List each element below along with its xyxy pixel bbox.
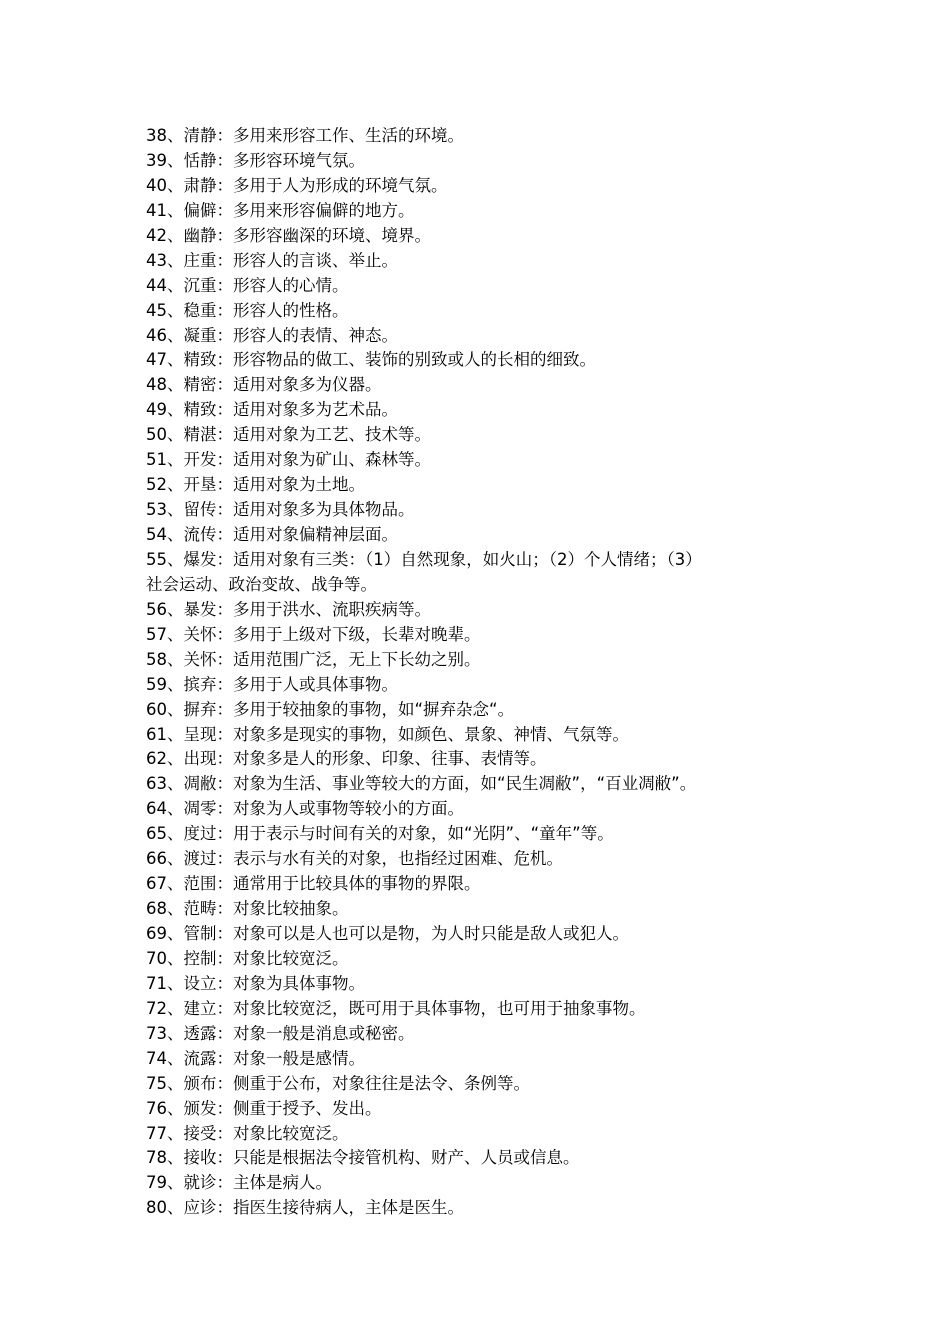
list-item: 56、暴发：多用于洪水、流职疾病等。 bbox=[146, 599, 431, 619]
list-item: 73、透露：对象一般是消息或秘密。 bbox=[146, 1023, 415, 1043]
list-item: 61、呈现：对象多是现实的事物，如颜色、景象、神情、气氛等。 bbox=[146, 724, 629, 744]
list-item: 68、范畴：对象比较抽象。 bbox=[146, 899, 349, 919]
list-item: 64、凋零：对象为人或事物等较小的方面。 bbox=[146, 799, 464, 819]
list-item: 52、开垦：适用对象为土地。 bbox=[146, 475, 365, 495]
list-item: 60、摒弃：多用于较抽象的事物，如“摒弃杂念“。 bbox=[146, 699, 515, 719]
list-item: 79、就诊：主体是病人。 bbox=[146, 1173, 332, 1193]
list-item: 45、稳重：形容人的性格。 bbox=[146, 300, 349, 320]
list-item: 77、接受：对象比较宽泛。 bbox=[146, 1123, 349, 1143]
list-item: 78、接收：只能是根据法令接管机构、财产、人员或信息。 bbox=[146, 1148, 580, 1168]
list-item: 49、精致：适用对象多为艺术品。 bbox=[146, 400, 398, 420]
list-item-continuation: 社会运动、政治变故、战争等。 bbox=[146, 574, 377, 594]
list-item: 72、建立：对象比较宽泛，既可用于具体事物，也可用于抽象事物。 bbox=[146, 998, 646, 1018]
list-item: 76、颁发：侧重于授予、发出。 bbox=[146, 1098, 382, 1118]
list-item: 71、设立：对象为具体事物。 bbox=[146, 973, 365, 993]
list-item: 48、精密：适用对象多为仪器。 bbox=[146, 375, 382, 395]
list-item: 62、出现：对象多是人的形象、印象、往事、表情等。 bbox=[146, 749, 547, 769]
list-item: 74、流露：对象一般是感情。 bbox=[146, 1048, 365, 1068]
list-item: 70、控制：对象比较宽泛。 bbox=[146, 948, 349, 968]
list-item: 40、肃静：多用于人为形成的环境气氛。 bbox=[146, 175, 448, 195]
list-item: 50、精湛：适用对象为工艺、技术等。 bbox=[146, 425, 431, 445]
list-item: 53、留传：适用对象多为具体物品。 bbox=[146, 500, 415, 520]
list-item: 66、渡过：表示与水有关的对象，也指经过困难、危机。 bbox=[146, 849, 563, 869]
list-item: 63、凋敝：对象为生活、事业等较大的方面，如“民生凋敝”，“百业凋敝”。 bbox=[146, 774, 697, 794]
document-body bbox=[146, 124, 846, 1221]
list-item: 57、关怀：多用于上级对下级，长辈对晚辈。 bbox=[146, 624, 481, 644]
list-item: 75、颁布：侧重于公布，对象往往是法令、条例等。 bbox=[146, 1073, 530, 1093]
list-item: 55、爆发：适用对象有三类：（1）自然现象，如火山；（2）个人情绪；（3） bbox=[146, 549, 702, 569]
list-item: 39、恬静：多形容环境气氛。 bbox=[146, 150, 365, 170]
list-item: 69、管制：对象可以是人也可以是物，为人时只能是敌人或犯人。 bbox=[146, 924, 629, 943]
list-item: 38、清静：多用来形容工作、生活的环境。 bbox=[146, 126, 464, 145]
list-item: 67、范围：通常用于比较具体的事物的界限。 bbox=[146, 874, 481, 894]
list-item: 65、度过：用于表示与时间有关的对象，如“光阴”、“童年”等。 bbox=[146, 824, 614, 844]
list-item: 44、沉重：形容人的心情。 bbox=[146, 275, 349, 295]
list-item: 46、凝重：形容人的表情、神态。 bbox=[146, 325, 398, 345]
list-item: 41、偏僻：多用来形容偏僻的地方。 bbox=[146, 200, 415, 220]
list-item: 59、摈弃：多用于人或具体事物。 bbox=[146, 674, 398, 694]
list-item: 58、关怀：适用范围广泛，无上下长幼之别。 bbox=[146, 649, 481, 669]
list-item: 51、开发：适用对象为矿山、森林等。 bbox=[146, 450, 431, 470]
list-item: 54、流传：适用对象偏精神层面。 bbox=[146, 525, 398, 544]
list-item: 43、庄重：形容人的言谈、举止。 bbox=[146, 250, 398, 270]
list-item: 42、幽静：多形容幽深的环境、境界。 bbox=[146, 225, 431, 245]
list-item: 47、精致：形容物品的做工、装饰的别致或人的长相的细致。 bbox=[146, 350, 596, 370]
list-item: 80、应诊：指医生接待病人，主体是医生。 bbox=[146, 1198, 464, 1218]
